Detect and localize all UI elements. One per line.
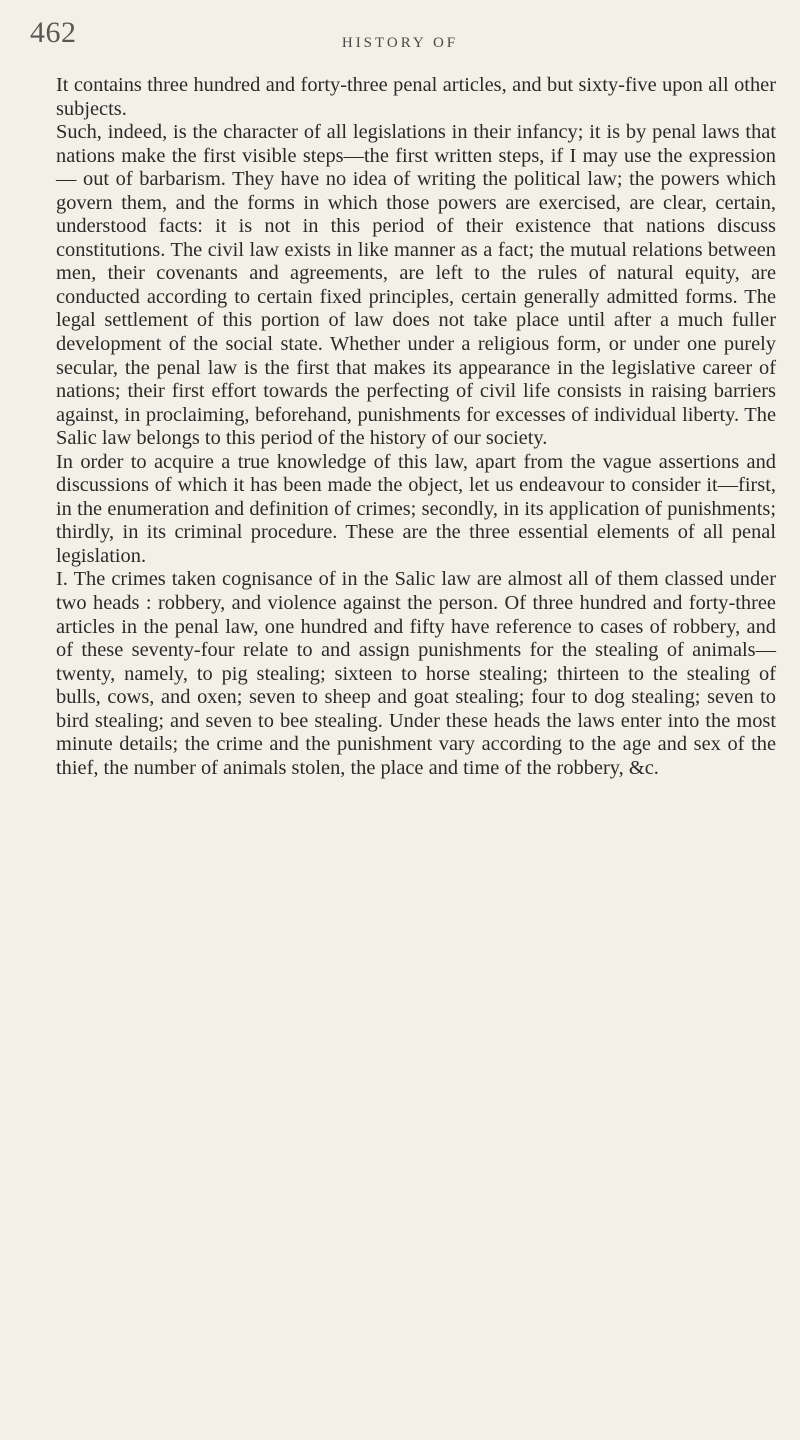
paragraph: I. The crimes taken cognisance of in the Salic law are almost all of them classed under two heads : robbery, and violence against the person. Of three hundred and forty-three articles in the penal law, one hundred and fifty have reference to cases of robbery, and of these seventy-four relate to and assign punishments for the stealing of animals— twenty, namely, to pig stealing; sixteen to horse stealing; thirteen to the stealing of bulls, cows, and oxen; seven to sheep and goat stealing; four to dog stealing; seven to bird stealing; and seven to bee stealing. Under these heads the laws enter into the most minute details; the crime and the punishment vary according to the age and sex of the thief, the number of animals stolen, the place and time of the robbery, &c. — [56, 568, 776, 779]
body-text — [56, 74, 776, 780]
running-head: HISTORY OF — [341, 35, 459, 51]
paragraph: In order to acquire a true knowledge of this law, apart from the vague assertions and discussions of which it has been made the object, let us endeavour to consider it—first, in the enumeration and definition of crimes; secondly, in its application of punishments; thirdly, in its criminal procedure. These are the three essential elements of all penal legislation. — [56, 450, 776, 567]
page-number: 462 — [30, 16, 77, 49]
paragraph: It contains three hundred and forty-three penal articles, and but sixty-five upon all other subjects. — [56, 74, 776, 120]
paragraph: Such, indeed, is the character of all legislations in their infancy; it is by penal laws that nations make the first visible steps—the first written steps, if I may use the expression— out of barbarism. They have no idea of writing the political law; the powers which govern them, and the forms in which those powers are exercised, are clear, certain, understood facts: it is not in this period of their existence that nations discuss constitutions. The civil law exists in like manner as a fact; the mutual relations between men, their covenants and agreements, are left to the rules of natural equity, are conducted according to certain fixed principles, certain generally admitted forms. The legal settlement of this portion of law does not take place until after a much fuller development of the social state. Whether under a religious form, or under one purely secular, the penal law is the first that makes its appearance in the legislative career of nations; their first effort towards the perfecting of civil life consists in raising barriers against, in proclaiming, beforehand, punishments for excesses of individual liberty. The Salic law belongs to this period of the history of our society. — [56, 121, 776, 450]
